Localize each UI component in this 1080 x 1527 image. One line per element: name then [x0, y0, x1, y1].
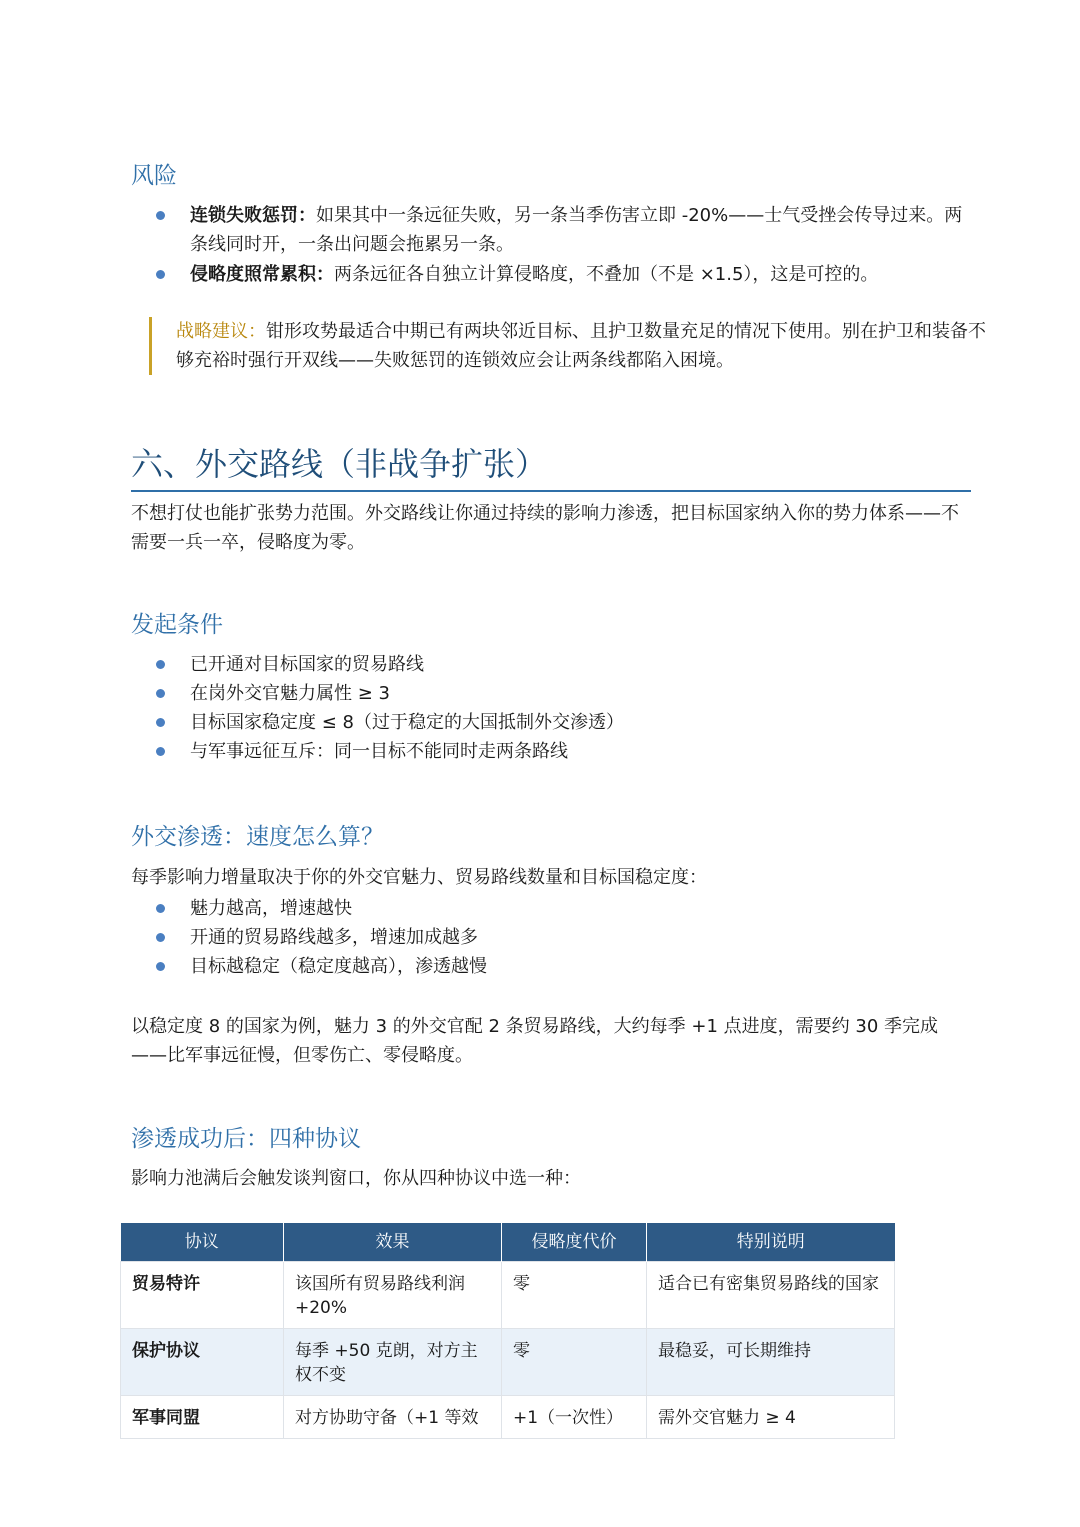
table-cell: 该国所有贸易路线利润 +20%: [284, 1262, 502, 1329]
table-cell: 对方协助守备（+1 等效: [284, 1396, 502, 1439]
conditions-heading: 发起条件: [131, 612, 223, 638]
table-row: [121, 1262, 895, 1329]
strategy-callout: [149, 317, 1000, 375]
list-item: [131, 952, 973, 981]
list-item-text: 开通的贸易路线越多，增速加成越多: [190, 927, 478, 948]
speed-intro: 每季影响力增量取决于你的外交官魅力、贸易路线数量和目标国稳定度：: [131, 867, 707, 888]
callout-lead: 战略建议：: [176, 321, 266, 342]
bullet-dot-icon: [156, 933, 165, 942]
risk-heading: 风险: [131, 163, 177, 189]
table-cell: 需外交官魅力 ≥ 4: [647, 1396, 895, 1439]
table-cell: 保护协议: [121, 1329, 284, 1396]
table-cell: 零: [502, 1262, 647, 1329]
list-item: [131, 260, 973, 289]
speed-example: 以稳定度 8 的国家为例，魅力 3 的外交官配 2 条贸易路线，大约每季 +1 点进度，需要约 30 季完成——比军事远征慢，但零伤亡、零侵略度。: [131, 1016, 939, 1066]
bullet-dot-icon: [156, 270, 165, 279]
list-item: [131, 650, 973, 679]
list-item-text: 目标国家稳定度 ≤ 8（过于稳定的大国抵制外交渗透）: [190, 712, 624, 733]
list-item-text: 目标越稳定（稳定度越高），渗透越慢: [190, 956, 487, 977]
section-title: 六、外交路线（非战争扩张）: [131, 442, 971, 492]
speed-list: [131, 894, 973, 981]
table-cell: 零: [502, 1329, 647, 1396]
callout-text: 钳形攻势最适合中期已有两块邻近目标、且护卫数量充足的情况下使用。别在护卫和装备不够充裕时强行开双线——失败惩罚的连锁效应会让两条线都陷入困境。: [176, 321, 986, 371]
list-item: [131, 708, 973, 737]
agreements-intro: 影响力池满后会触发谈判窗口，你从四种协议中选一种：: [131, 1168, 581, 1189]
risk-term: 连锁失败惩罚：: [190, 205, 316, 226]
section-intro: 不想打仗也能扩张势力范围。外交路线让你通过持续的影响力渗透，把目标国家纳入你的势力体系——不需要一兵一卒，侵略度为零。: [131, 503, 959, 553]
conditions-list: [131, 650, 973, 766]
table-header-row: [121, 1223, 895, 1262]
list-item: [131, 737, 973, 766]
table-cell: 贸易特许: [121, 1262, 284, 1329]
list-item-text: 与军事远征互斥：同一目标不能同时走两条路线: [190, 741, 568, 762]
risk-text: 如果其中一条远征失败，另一条当季伤害立即 -20%——士气受挫会传导过来。两条线同时开，一条出问题会拖累另一条。: [190, 205, 963, 255]
risk-list: [131, 201, 973, 289]
list-item-text: 在岗外交官魅力属性 ≥ 3: [190, 683, 390, 704]
agreements-table: [120, 1223, 895, 1439]
table-cell: 每季 +50 克朗，对方主权不变: [284, 1329, 502, 1396]
bullet-dot-icon: [156, 689, 165, 698]
bullet-dot-icon: [156, 904, 165, 913]
list-item: [131, 201, 973, 259]
list-item-text: 魅力越高，增速越快: [190, 898, 352, 919]
table-cell: 军事同盟: [121, 1396, 284, 1439]
table-row: [121, 1329, 895, 1396]
risk-term: 侵略度照常累积：: [190, 264, 334, 285]
bullet-dot-icon: [156, 718, 165, 727]
list-item: [131, 679, 973, 708]
bullet-dot-icon: [156, 211, 165, 220]
column-header: 特别说明: [647, 1223, 895, 1262]
list-item: [131, 923, 973, 952]
table-row: [121, 1396, 895, 1439]
table-cell: +1（一次性）: [502, 1396, 647, 1439]
bullet-dot-icon: [156, 747, 165, 756]
bullet-dot-icon: [156, 962, 165, 971]
agreements-heading: 渗透成功后：四种协议: [131, 1126, 361, 1152]
list-item-text: 已开通对目标国家的贸易路线: [190, 654, 424, 675]
column-header: 侵略度代价: [502, 1223, 647, 1262]
table-cell: 适合已有密集贸易路线的国家: [647, 1262, 895, 1329]
bullet-dot-icon: [156, 660, 165, 669]
speed-heading: 外交渗透：速度怎么算？: [131, 824, 384, 850]
table-cell: 最稳妥，可长期维持: [647, 1329, 895, 1396]
column-header: 协议: [121, 1223, 284, 1262]
list-item: [131, 894, 973, 923]
column-header: 效果: [284, 1223, 502, 1262]
risk-text: 两条远征各自独立计算侵略度，不叠加（不是 ×1.5），这是可控的。: [334, 264, 879, 285]
